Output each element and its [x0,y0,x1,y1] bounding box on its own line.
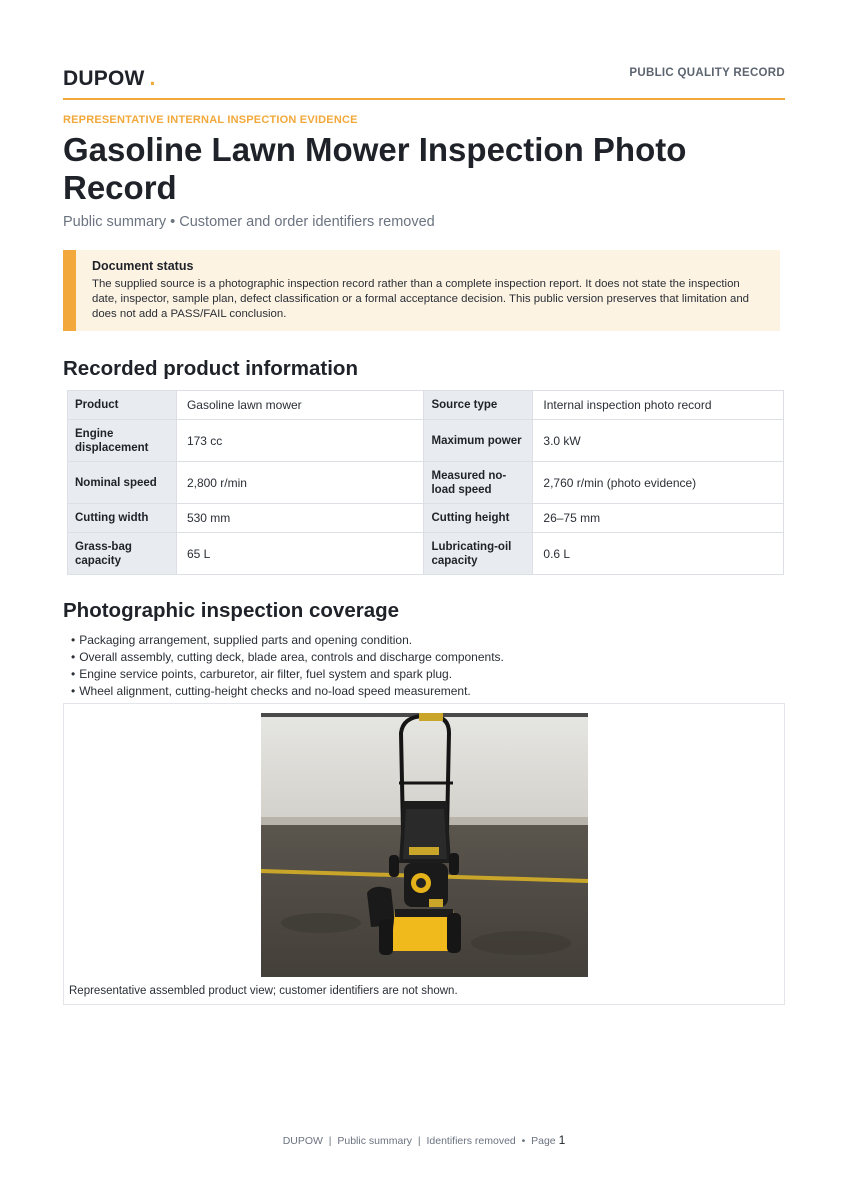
photo-caption: Representative assembled product view; customer identifiers are not shown. [69,985,458,997]
footer-page-number: 1 [558,1133,566,1147]
spec-value: 173 cc [176,420,424,462]
product-info-table [67,390,784,575]
coverage-heading: Photographic inspection coverage [63,599,400,622]
list-item: • Wheel alignment, cutting-height checks and no-load speed measurement. [71,683,504,700]
spec-value: 26–75 mm [533,504,784,533]
record-type-label: PUBLIC QUALITY RECORD [629,67,785,79]
spec-value: 2,760 r/min (photo evidence) [533,462,784,504]
spec-value: 65 L [176,533,424,575]
brand-name: DUPOW [63,67,145,90]
page-footer: DUPOW | Public summary | Identifiers removed • Page 1 [282,1133,566,1147]
spec-value: Internal inspection photo record [533,391,784,420]
table-row [68,533,784,575]
footer-identifiers: Identifiers removed [426,1135,516,1147]
spec-value: 530 mm [176,504,424,533]
spec-value: Gasoline lawn mower [176,391,424,420]
spec-label: Product [68,391,177,420]
spec-value: 2,800 r/min [176,462,424,504]
spec-label: Maximum power [424,420,533,462]
spec-label: Nominal speed [68,462,177,504]
spec-label: Engine displacement [68,420,177,462]
document-subtitle: Public summary • Customer and order identifiers removed [63,214,435,230]
spec-label: Source type [424,391,533,420]
spec-label: Cutting width [68,504,177,533]
product-photo-figure [63,703,785,1005]
document-title: Gasoline Lawn Mower Inspection Photo Record [63,131,687,206]
document-eyebrow: REPRESENTATIVE INTERNAL INSPECTION EVIDENCE [63,114,358,126]
table-row [68,391,784,420]
spec-label: Measured no-load speed [424,462,533,504]
table-row [68,462,784,504]
footer-page-label: Page [531,1135,556,1147]
status-title: Document status [92,259,194,273]
footer-summary: Public summary [337,1135,413,1147]
page-header [63,64,785,100]
coverage-list [71,632,504,700]
table-row [68,504,784,533]
spec-value: 3.0 kW [533,420,784,462]
brand-logo [63,67,156,91]
spec-value: 0.6 L [533,533,784,575]
list-item: • Engine service points, carburetor, air filter, fuel system and spark plug. [71,666,504,683]
list-item: • Overall assembly, cutting deck, blade area, controls and discharge components. [71,649,504,666]
spec-label: Cutting height [424,504,533,533]
lawn-mower-photo [261,713,588,977]
list-item: • Packaging arrangement, supplied parts and opening condition. [71,632,504,649]
spec-label: Grass-bag capacity [68,533,177,575]
brand-dot: . [149,67,156,90]
footer-brand: DUPOW [282,1135,323,1147]
product-info-heading: Recorded product information [63,357,358,380]
status-body: The supplied source is a photographic inspection record rather than a complete inspection report. It does not state the inspection date, inspector, sample plan, defect classification or a formal acceptance decision. This public version preserves that limitation and does not add a PASS/FAIL conclusion. [92,278,749,320]
document-status-callout [63,250,780,331]
spec-label: Lubricating-oil capacity [424,533,533,575]
table-row [68,420,784,462]
